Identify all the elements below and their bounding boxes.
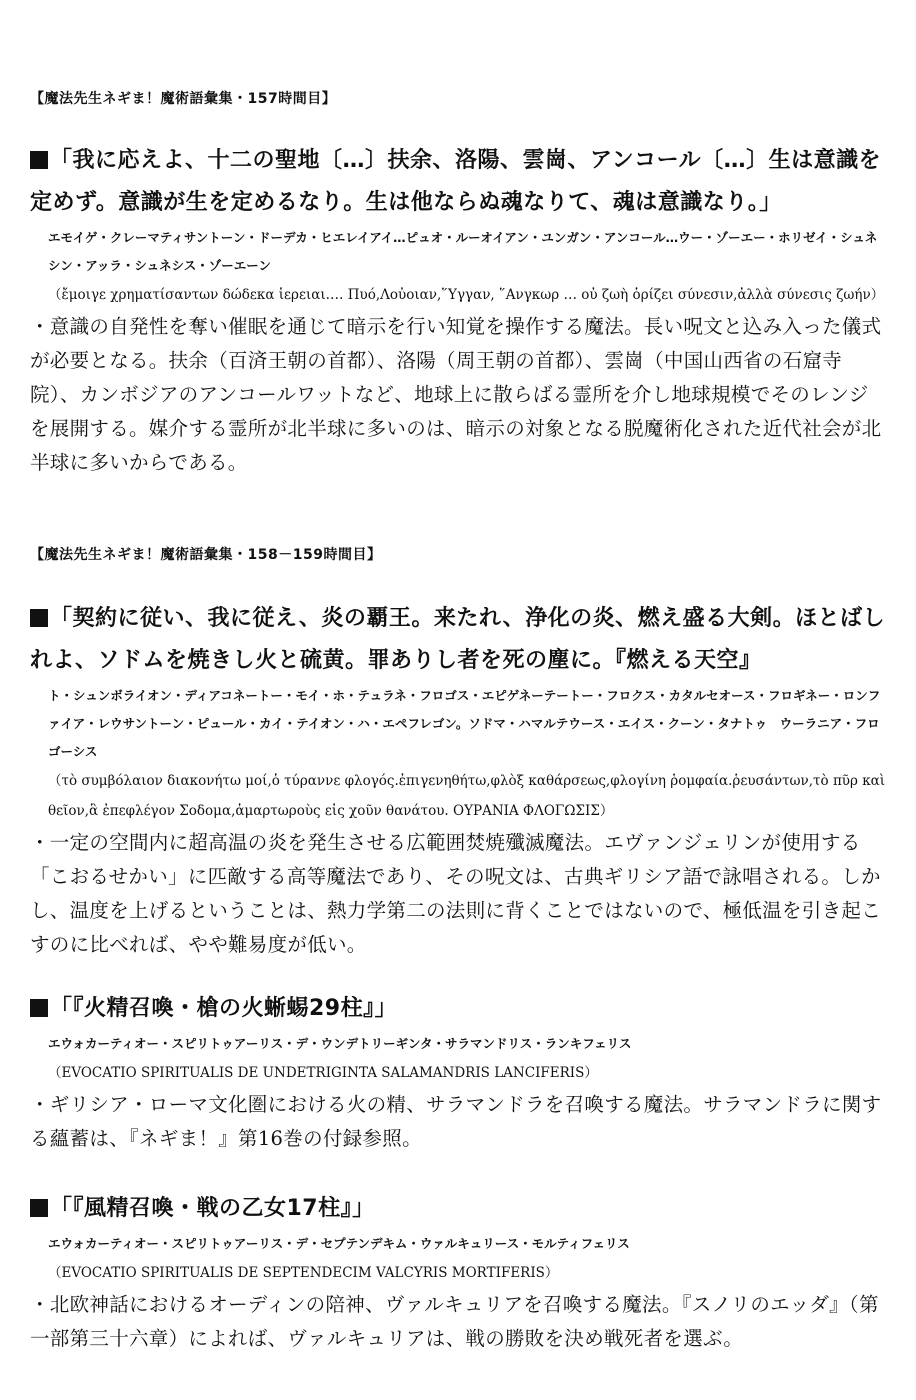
section-header-157: 【魔法先生ネギま！魔術語彙集・157時間目】 xyxy=(30,91,337,107)
incantation-fire-spirit xyxy=(30,988,886,1030)
entry-157 xyxy=(30,140,886,480)
reading-157: エモイゲ・クレーマティサントーン・ドーデカ・ヒエレイアイ…ピュオ・ルーオイアン・ユンガン・アンコール…ウー・ゾーエー・ホリゼイ・シュネシン・アッラ・シュネシス・ゾーエーン xyxy=(48,230,878,273)
original-text-157: （ἔμοιγε χρηματίσαντων δώδεκα ἱερειαι.… Πυό,Λοὐοιαν,῞Υγγαν, ῞Ανγκωρ … οὐ ζωὴ ὁρίζει σύνεσιν,ἀλλὰ σύνεσις ζωήν） xyxy=(48,287,885,303)
description-wind-spirit: ・北欧神話におけるオーディンの陪神、ヴァルキュリアを召喚する魔法。『スノリのエッダ』（第一部第三十六章）によれば、ヴァルキュリアは、戦の勝敗を決め戦死者を選ぶ。 xyxy=(30,1293,879,1350)
section-header-158-159: 【魔法先生ネギま！魔術語彙集・158－159時間目】 xyxy=(30,547,382,563)
description-fire-spirit: ・ギリシア・ローマ文化圏における火の精、サラマンドラを召喚する魔法。サラマンドラに関する蘊蓄は、『ネギま！』第16巻の付録参照。 xyxy=(30,1093,882,1150)
description-158: ・一定の空間内に超高温の炎を発生させる広範囲焚焼殲滅魔法。エヴァンジェリンが使用する「こおるせかい」に匹敵する高等魔法であり、その呪文は、古典ギリシア語で詠唱される。しかし、温度を上げるということは、熱力学第二の法則に背くことではないので、極低温を引き起こすのに比べれば、やや難易度が低い。 xyxy=(30,831,882,956)
description-157: ・意識の自発性を奪い催眠を通じて暗示を行い知覚を操作する魔法。長い呪文と込み入った儀式が必要となる。扶余（百済王朝の首都）、洛陽（周王朝の首都）、雲崗（中国山西省の石窟寺院）、カンボジアのアンコールワットなど、地球上に散らばる霊所を介し地球規模でそのレンジを展開する。媒介する霊所が北半球に多いのは、暗示の対象となる脱魔術化された近代社会が北半球に多いからである。 xyxy=(30,315,882,474)
incantation-wind-spirit xyxy=(30,1188,886,1230)
incantation-158 xyxy=(30,598,886,682)
incantation-text: 「『火精召喚・槍の火蜥蜴29柱』」 xyxy=(50,996,398,1021)
square-bullet-icon xyxy=(30,1199,48,1217)
original-text-158: （τὸ συμβόλαιον διακονήτω μοί,ὁ τύραννε φλογός.ἐπιγενηθήτω,φλὸξ καθάρσεως,φλογίνη ῥομφαία.ῥευσάντων,τὸ πῦρ καὶ θεῖον,ἃ ἐπεφλέγον Σοδομα,ἁμαρτωροὺς εἰς χοῦν θανάτου. ΟΥΡΑΝΙΑ ΦΛΟΓΩΣΙΣ） xyxy=(48,773,886,819)
square-bullet-icon xyxy=(30,999,48,1017)
original-text-wind-spirit: （EVOCATIO SPIRITUALIS DE SEPTENDECIM VALCYRIS MORTIFERIS） xyxy=(48,1265,559,1281)
reading-158: ト・シュンボライオン・ディアコネートー・モイ・ホ・テュラネ・フロゴス・エピゲネーテートー・フロクス・カタルセオース・フロギネー・ロンファイア・レウサントーン・ピュール・カイ・テイオン・ハ・エペフレゴン。ソドマ・ハマルテウース・エイス・クーン・タナトゥ ウーラニア・フロゴーシス xyxy=(48,688,881,759)
incantation-157 xyxy=(30,140,886,224)
incantation-text: 「我に応えよ、十二の聖地〔…〕扶余、洛陽、雲崗、アンコール〔…〕生は意識を定めず。意識が生を定めるなり。生は他ならぬ魂なりて、魂は意識なり。」 xyxy=(30,148,882,215)
square-bullet-icon xyxy=(30,151,48,169)
square-bullet-icon xyxy=(30,609,48,627)
incantation-text: 「『風精召喚・戦の乙女17柱』」 xyxy=(50,1196,375,1221)
entry-wind-spirit xyxy=(30,1188,886,1356)
reading-wind-spirit: エウォカーティオー・スピリトゥアーリス・デ・セプテンデキム・ウァルキュリース・モルティフェリス xyxy=(48,1236,630,1251)
original-text-fire-spirit: （EVOCATIO SPIRITUALIS DE UNDETRIGINTA SALAMANDRIS LANCIFERIS） xyxy=(48,1065,598,1081)
entry-fire-spirit xyxy=(30,988,886,1156)
entry-158-159 xyxy=(30,598,886,962)
incantation-text: 「契約に従い、我に従え、炎の覇王。来たれ、浄化の炎、燃え盛る大剣。ほとばしれよ、ソドムを焼きし火と硫黄。罪ありし者を死の塵に。『燃える天空』 xyxy=(30,606,886,673)
reading-fire-spirit: エウォカーティオー・スピリトゥアーリス・デ・ウンデトリーギンタ・サラマンドリス・ランキフェリス xyxy=(48,1036,632,1051)
